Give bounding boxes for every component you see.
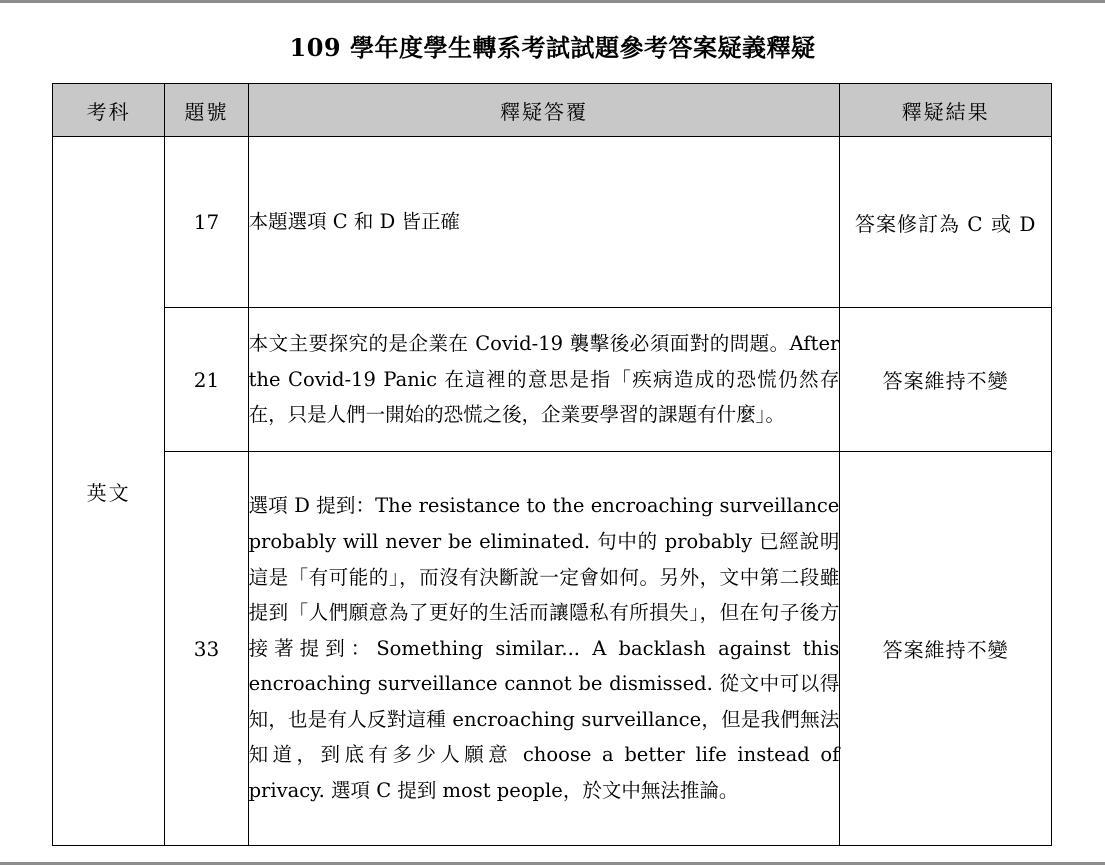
- reply-cell: [248, 308, 840, 452]
- subject-cell: 英文: [53, 137, 165, 846]
- result-cell: 答案修訂為 C 或 D: [840, 137, 1052, 308]
- top-rule: [0, 0, 1105, 3]
- table-header-row: [53, 84, 1052, 137]
- table-row: [53, 452, 1052, 846]
- reply-text: 本文主要探究的是企業在 Covid-19 襲擊後必須面對的問題。After the Covid-19 Panic 在這裡的意思是指「疾病造成的恐慌仍然存在，只是人們一開始的恐慌之後，企業要學習的課題有什麼」。: [248, 332, 840, 427]
- header-number: 題號: [165, 84, 248, 137]
- result-cell: 答案維持不變: [840, 308, 1052, 452]
- header-reply: 釋疑答覆: [248, 84, 840, 137]
- header-subject: 考科: [53, 84, 165, 137]
- table-row: [53, 308, 1052, 452]
- question-number: 21: [165, 308, 248, 452]
- clarification-table: [52, 83, 1052, 846]
- question-number: 17: [165, 137, 248, 308]
- reply-text: 本題選項 C 和 D 皆正確: [248, 210, 460, 234]
- question-number: 33: [165, 452, 248, 846]
- reply-cell: [248, 452, 840, 846]
- result-cell: 答案維持不變: [840, 452, 1052, 846]
- table-row: [53, 137, 1052, 308]
- page-title: 109 學年度學生轉系考試試題參考答案疑義釋疑: [289, 33, 816, 62]
- header-result: 釋疑結果: [840, 84, 1052, 137]
- reply-text: 選項 D 提到：The resistance to the encroaching surveillance probably will never be eliminated. 句中的 probably 已經說明這是「有可能的」，而沒有決斷說一定會如何。另外，文中第二段雖提到「人們願意為了更好的生活而讓隱私有所損失」，但在句子後方接著提到：Something similar... A backlash against this encroaching surveillance cannot be dismissed. 從文中可以得知，也是有人反對這種 encroaching surveillance，但是我們無法知道，到底有多少人願意 choose a better life instead of privacy. 選項 C 提到 most people，於文中無法推論。: [248, 494, 840, 803]
- reply-cell: [248, 137, 840, 308]
